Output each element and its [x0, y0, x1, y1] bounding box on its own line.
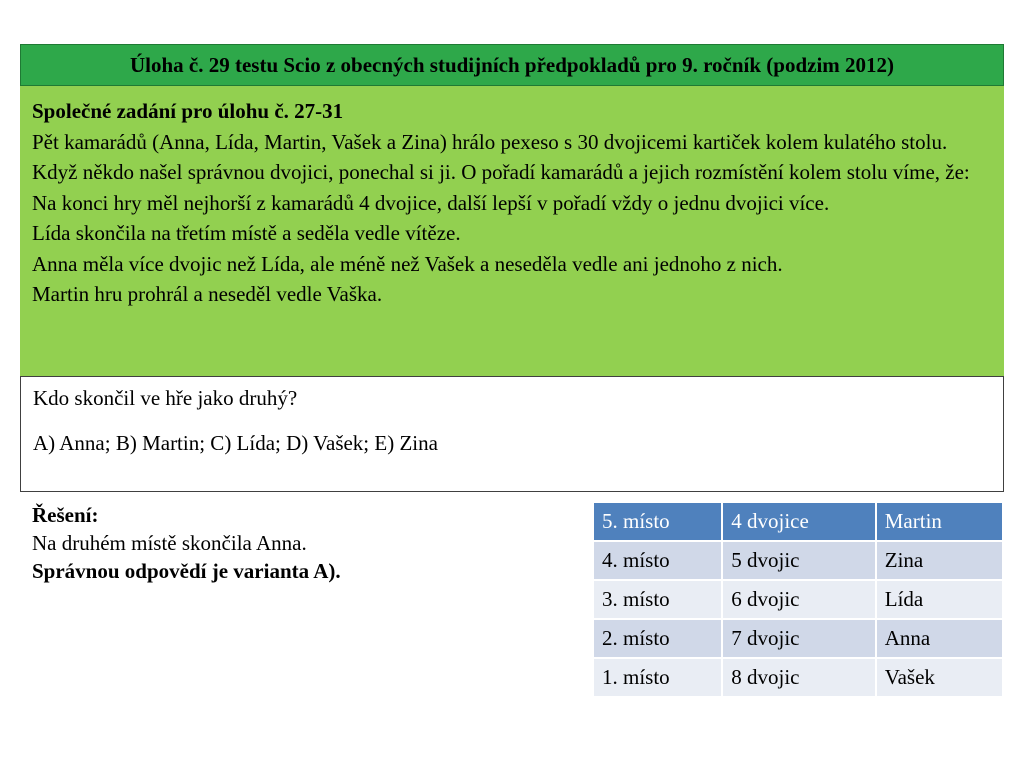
table-cell: Martin: [877, 503, 1002, 540]
table-cell: 5. místo: [594, 503, 721, 540]
table-row: [594, 620, 1002, 657]
table-cell: 1. místo: [594, 659, 721, 696]
table-row: [594, 659, 1002, 696]
question-text: Kdo skončil ve hře jako druhý?: [33, 386, 298, 410]
assignment-line-intro: Pět kamarádů (Anna, Lída, Martin, Vašek a Zina) hrálo pexeso s 30 dvojicemi kartiček kolem kulatého stolu. Když někdo našel správnou dvojici, ponechal si ji. O pořadí kamarádů a jejich rozmístění kolem stolu víme, že:: [32, 129, 970, 184]
table-cell: 7 dvojic: [723, 620, 875, 657]
question-box: [20, 376, 1004, 492]
assignment-line-lida: Lída skončila na třetím místě a seděla vedle vítěze.: [32, 221, 461, 245]
solution-answer: Správnou odpovědí je varianta A).: [32, 559, 341, 583]
shared-assignment-box: [20, 86, 1004, 376]
solution-text: Na druhém místě skončila Anna.: [32, 531, 307, 555]
table-cell: 4. místo: [594, 542, 721, 579]
slide-title-bar: [20, 44, 1004, 86]
table-cell: Lída: [877, 581, 1002, 618]
table-cell: Anna: [877, 620, 1002, 657]
table-cell: 3. místo: [594, 581, 721, 618]
table-header-row: [594, 503, 1002, 540]
table-row: [594, 581, 1002, 618]
solution-block: [32, 501, 572, 585]
assignment-line-pairs: Na konci hry měl nejhorší z kamarádů 4 dvojice, další lepší v pořadí vždy o jednu dvojici více.: [32, 190, 830, 215]
table-cell: 4 dvojice: [723, 503, 875, 540]
table-cell: 2. místo: [594, 620, 721, 657]
table-row: [594, 542, 1002, 579]
ranking-table: [592, 501, 1004, 698]
assignment-line-martin: Martin hru prohrál a neseděl vedle Vaška.: [32, 282, 383, 306]
slide-title: Úloha č. 29 testu Scio z obecných studijních předpokladů pro 9. ročník (podzim 2012): [129, 52, 895, 77]
table-cell: 8 dvojic: [723, 659, 875, 696]
answer-options: A) Anna; B) Martin; C) Lída; D) Vašek; E) Zina: [33, 431, 438, 455]
table-cell: Zina: [877, 542, 1002, 579]
assignment-line-anna: Anna měla více dvojic než Lída, ale méně než Vašek a neseděla vedle ani jednoho z nich.: [32, 251, 783, 276]
solution-label: Řešení:: [32, 503, 99, 527]
question-spacer: [33, 413, 991, 428]
assignment-heading: Společné zadání pro úlohu č. 27-31: [32, 99, 344, 123]
table-cell: Vašek: [877, 659, 1002, 696]
table-cell: 6 dvojic: [723, 581, 875, 618]
table-cell: 5 dvojic: [723, 542, 875, 579]
